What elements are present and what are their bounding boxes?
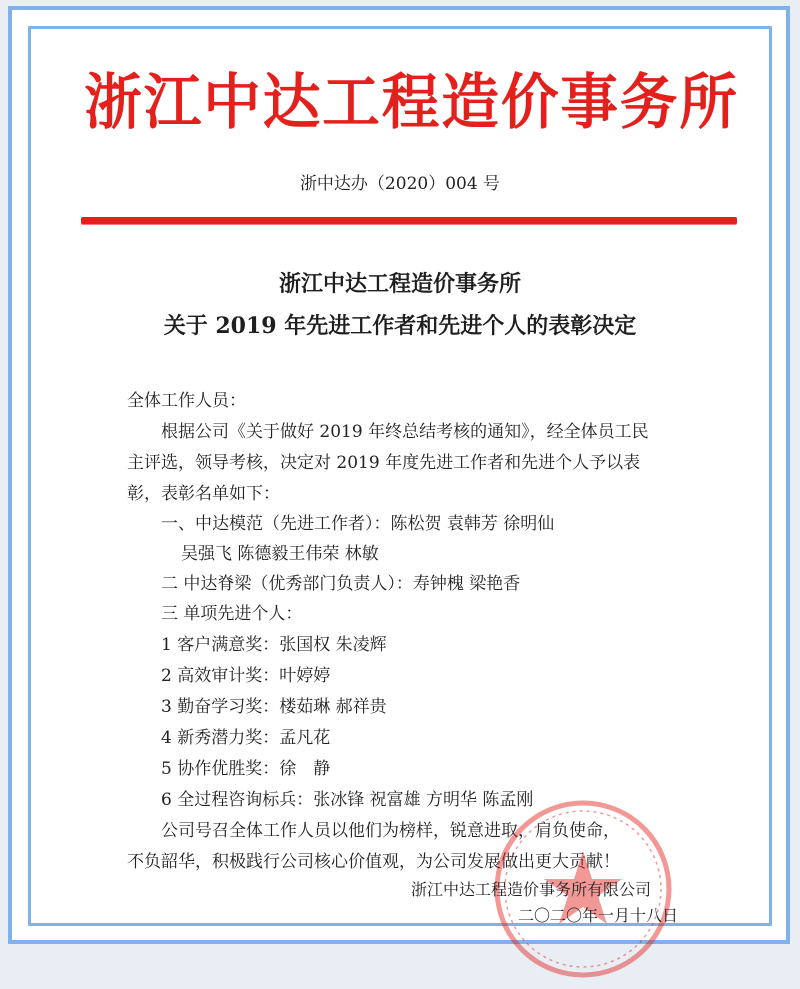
document-frame (28, 26, 772, 926)
document-number: 浙中达办（2020）004 号 (299, 174, 501, 194)
list-item-1-continued: 吴强飞 陈德毅王伟荣 林敏 (181, 544, 379, 564)
document-title-line2: 关于 2019 年先进工作者和先进个人的表彰决定 (163, 313, 637, 339)
outer-frame (8, 6, 790, 944)
award-item: 1 客户满意奖：张国权 朱凌辉 (161, 635, 387, 655)
closing-line: 公司号召全体工作人员以他们为榜样，锐意进取，肩负使命， (161, 821, 620, 841)
paragraph-line: 主评选，领导考核，决定对 2019 年度先进工作者和先进个人予以表 (127, 453, 641, 473)
paragraph-line: 彰，表彰名单如下： (127, 484, 280, 504)
letterhead-org-name: 浙江中达工程造价事务所 (84, 68, 739, 138)
issue-date: 二〇二〇年一月十八日 (518, 906, 679, 925)
issuer-signature: 浙江中达工程造价事务所有限公司 (411, 880, 652, 899)
paragraph-line: 根据公司《关于做好 2019 年终总结考核的通知》，经全体员工民 (161, 422, 649, 442)
letterhead-red-rule (81, 217, 737, 224)
salutation: 全体工作人员： (127, 391, 246, 411)
list-item-1: 一、中达模范（先进工作者）：陈松贺 袁韩芳 徐明仙 (161, 514, 555, 534)
list-item-3-title: 三 单项先进个人： (161, 604, 303, 624)
award-item: 5 协作优胜奖：徐 静 (161, 759, 331, 779)
award-item: 4 新秀潜力奖：孟凡花 (161, 728, 331, 748)
award-item: 6 全过程咨询标兵：张冰锋 祝富雄 方明华 陈孟刚 (161, 790, 534, 810)
award-item: 2 高效审计奖：叶婷婷 (161, 666, 331, 686)
list-item-2: 二 中达脊梁（优秀部门负责人）：寿钟槐 梁艳香 (161, 574, 521, 594)
document-page (31, 29, 769, 923)
document-title-line1: 浙江中达工程造价事务所 (278, 271, 521, 297)
award-item: 3 勤奋学习奖：楼茹琳 郝祥贵 (161, 697, 387, 717)
closing-line: 不负韶华，积极践行公司核心价值观，为公司发展做出更大贡献！ (127, 852, 620, 872)
